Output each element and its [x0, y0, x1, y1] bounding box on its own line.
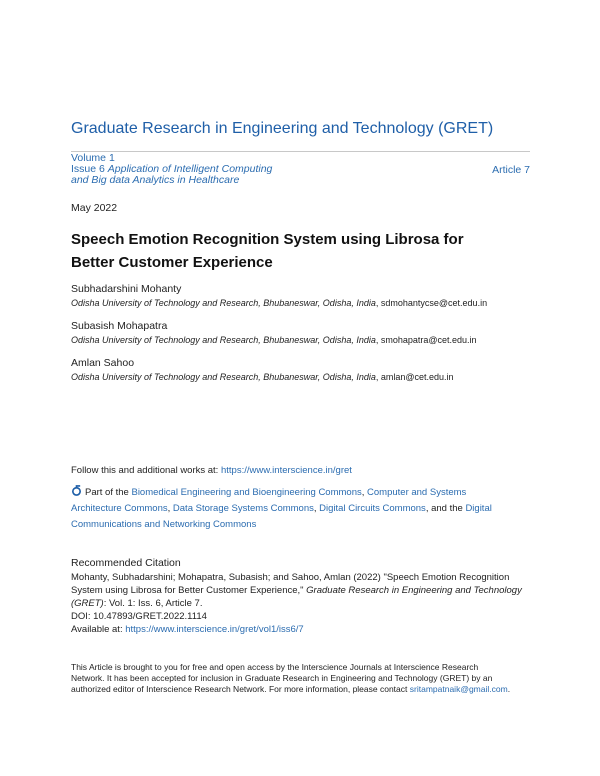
and-text: , and the	[425, 503, 463, 514]
citation-text: Mohanty, Subhadarshini; Mohapatra, Subasish; and Sahoo, Amlan (2022) "Speech Emotion Recognition System using Librosa for Better Customer Experience,"	[71, 572, 510, 596]
author-email: smohapatra@cet.edu.in	[380, 335, 477, 345]
available-link[interactable]: https://www.interscience.in/gret/vol1/iss6/7	[125, 624, 304, 635]
divider	[71, 151, 530, 152]
issue-link[interactable]: Issue 6	[71, 163, 105, 175]
issue-title-link[interactable]: Application of Intelligent Computing and Big data Analytics in Healthcare	[71, 163, 273, 186]
follow-label: Follow this and additional works at:	[71, 465, 219, 476]
commons-link[interactable]: Digital Communications and Networking Commons	[71, 503, 492, 530]
author-name[interactable]: Amlan Sahoo	[71, 357, 135, 369]
part-of-block: Part of the Biomedical Engineering and Bioengineering Commons, Computer and Systems Architecture Commons, Data Storage Systems Commons, Digital Circuits Commons, and the Digital Communications and Networking Commons	[71, 487, 492, 530]
commons-link[interactable]: Computer and Systems Architecture Commons	[71, 487, 467, 514]
author-block: Subasish Mohapatra Odisha University of Technology and Research, Bhubaneswar, Odisha, India, smohapatra@cet.edu.in	[71, 320, 477, 345]
footer-notice	[71, 662, 511, 695]
footer-end: .	[507, 684, 511, 694]
author-name[interactable]: Subhadarshini Mohanty	[71, 283, 182, 295]
citation-doi: DOI: 10.47893/GRET.2022.1114	[71, 611, 207, 622]
author-affiliation: Odisha University of Technology and Research, Bhubaneswar, Odisha, India	[71, 298, 376, 308]
volume-link[interactable]: Volume 1	[71, 152, 115, 164]
author-affiliation: Odisha University of Technology and Research, Bhubaneswar, Odisha, India	[71, 372, 376, 382]
issue-info	[71, 153, 286, 186]
available-label: Available at:	[71, 624, 123, 635]
citation-vol: : Vol. 1: Iss. 6, Article 7.	[103, 598, 203, 609]
follow-line	[71, 465, 352, 476]
author-email: amlan@cet.edu.in	[380, 372, 454, 382]
author-email: sdmohantycse@cet.edu.in	[380, 298, 488, 308]
publication-date: May 2022	[71, 202, 118, 214]
article-link[interactable]: Article 7	[492, 164, 530, 176]
author-block: Amlan Sahoo Odisha University of Technology and Research, Bhubaneswar, Odisha, India, amlan@cet.edu.in	[71, 357, 454, 382]
citation-journal: Graduate Research in Engineering and Technology (GRET)	[71, 585, 522, 609]
commons-link[interactable]: Biomedical Engineering and Bioengineering Commons	[131, 487, 362, 498]
commons-link[interactable]: Data Storage Systems Commons	[172, 503, 314, 514]
open-access-icon	[71, 485, 82, 496]
commons-link[interactable]: Digital Circuits Commons	[319, 503, 426, 514]
citation-heading: Recommended Citation	[71, 557, 181, 569]
contact-email-link[interactable]: sritampatnaik@gmail.com	[409, 684, 508, 694]
paper-title[interactable]: Speech Emotion Recognition System using Librosa for Better Customer Experience	[71, 231, 464, 271]
part-of-prefix: Part of the	[85, 487, 129, 498]
author-block: Subhadarshini Mohanty Odisha University of Technology and Research, Bhubaneswar, Odisha, India, sdmohantycse@cet.edu.in	[71, 283, 488, 308]
footer-text: This Article is brought to you for free and open access by the Interscience Journals at Interscience Research Network. It has been accepted for inclusion in Graduate Research in Engineering and Technology (GRET) by an authorized editor of Interscience Research Network. For more information, please contact	[71, 662, 493, 694]
follow-link[interactable]: https://www.interscience.in/gret	[220, 465, 352, 476]
citation-block	[71, 571, 526, 636]
author-affiliation: Odisha University of Technology and Research, Bhubaneswar, Odisha, India	[71, 335, 376, 345]
author-name[interactable]: Subasish Mohapatra	[71, 320, 168, 332]
journal-title[interactable]: Graduate Research in Engineering and Technology (GRET)	[71, 120, 494, 137]
